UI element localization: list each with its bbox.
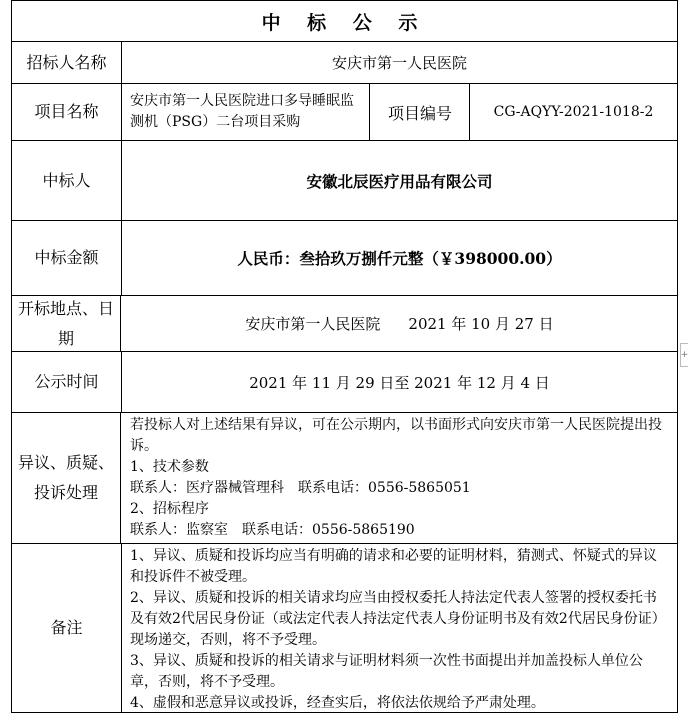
winner-value: 安徽北辰医疗用品有限公司 (306, 171, 493, 191)
period-value: 2021 年 11 月 29 日至 2021 年 12 月 4 日 (249, 373, 550, 392)
opening-label: 开标地点、日期 (12, 296, 121, 351)
row-remarks (12, 544, 677, 712)
tenderer-label: 招标人名称 (12, 42, 122, 83)
objection-line: 2、招标程序 (130, 501, 209, 517)
remark-line: 3、异议、质疑和投诉的相关请求与证明材料须一次性书面提出并加盖投标人单位公章，否则，将不予受理。 (130, 653, 643, 690)
opening-place: 安庆市第一人民医院 (245, 315, 381, 333)
objection-line: 若投标人对上述结果有异议，可在公示期内，以书面形式向安庆市第一人民医院提出投诉。 (130, 417, 662, 454)
row-amount (12, 221, 677, 296)
period-label: 公示时间 (12, 352, 122, 412)
project-number-value: CG-AQYY-2021-1018-2 (493, 104, 654, 120)
opening-value (122, 296, 677, 351)
opening-date: 2021 年 10 月 27 日 (408, 315, 554, 333)
amount-label: 中标金额 (12, 221, 122, 295)
row-tenderer (12, 42, 677, 84)
row-opening (12, 296, 677, 352)
side-expand-tab[interactable]: + (680, 343, 688, 367)
project-name-label: 项目名称 (12, 84, 122, 140)
objection-line: 联系人：医疗器械管理科 联系电话：0556-5865051 (130, 480, 471, 496)
project-number-label: 项目编号 (371, 84, 470, 140)
project-name-value: 安庆市第一人民医院进口多导睡眠监测机（PSG）二台项目采购 (122, 84, 370, 140)
remark-line: 1、异议、质疑和投诉均应当有明确的请求和必要的证明材料，猜测式、怀疑式的异议和投诉件不被受理。 (130, 548, 657, 585)
remarks-label: 备注 (12, 544, 122, 712)
award-notice-table (11, 0, 678, 713)
row-project (12, 84, 677, 141)
objection-line: 联系人：监察室 联系电话：0556-5865190 (130, 522, 415, 538)
remark-line: 2、异议、质疑和投诉的相关请求均应当由授权委托人持法定代表人签署的授权委托书及有效2代居民身份证（或法定代表人持法定代表人身份证明书及有效2代居民身份证）现场递交，否则，将不予受理。 (130, 590, 666, 648)
objection-line: 1、技术参数 (130, 459, 209, 475)
remark-line: 4、虚假和恶意异议或投诉，经查实后，将依法依规给予严肃处理。 (130, 695, 545, 711)
tenderer-value: 安庆市第一人民医院 (331, 54, 467, 72)
winner-label: 中标人 (12, 141, 122, 220)
notice-title: 中 标 公 示 (12, 1, 677, 42)
row-winner (12, 141, 677, 221)
amount-value: 人民币：叁拾玖万捌仟元整（￥398000.00） (237, 249, 562, 268)
row-objection (12, 413, 677, 544)
remarks-text (122, 544, 677, 712)
row-period (12, 352, 677, 413)
objection-label: 异议、质疑、投诉处理 (12, 413, 121, 543)
objection-text (122, 413, 677, 543)
